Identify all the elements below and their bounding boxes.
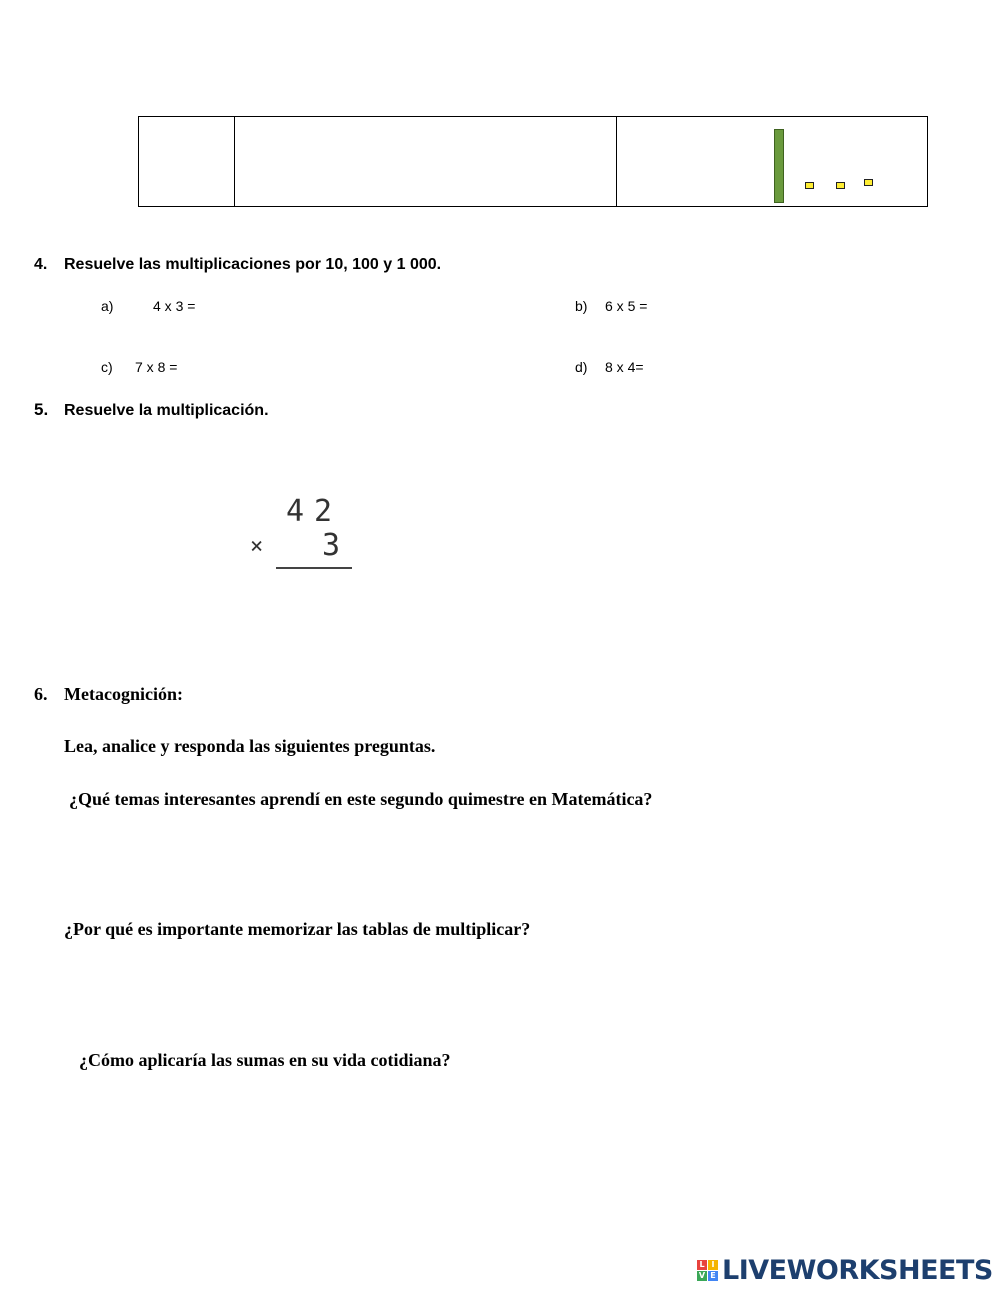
reflection-question-2: ¿Por qué es importante memorizar las tablas de multiplicar? (64, 919, 531, 939)
logo-letter: V (698, 1270, 706, 1280)
vertical-multiplication (246, 494, 358, 576)
exercise-d[interactable] (575, 359, 644, 375)
exercise-expression: 8 x 4= (605, 359, 644, 375)
table-divider (234, 117, 235, 206)
logo-mark (697, 1260, 718, 1281)
reflection-question-3: ¿Cómo aplicaría las sumas en su vida cotidiana? (79, 1050, 451, 1070)
logo-letter: I (708, 1260, 718, 1270)
question-5-heading (34, 400, 269, 420)
exercise-label: c) (101, 359, 113, 375)
question-6-heading (34, 684, 183, 705)
logo-wordmark: LIVEWORKSHEETS (722, 1254, 993, 1286)
ten-rod-block (774, 129, 784, 203)
result-line (276, 567, 352, 569)
exercise-expression: 6 x 5 = (605, 298, 648, 314)
question-title: Resuelve la multiplicación. (64, 402, 269, 419)
exercise-label: b) (575, 298, 588, 314)
base-ten-table (138, 116, 928, 207)
multiplicand: 42 (286, 494, 343, 529)
exercise-c[interactable] (101, 359, 177, 375)
question-number: 6. (34, 684, 48, 704)
exercise-a[interactable] (101, 298, 195, 314)
reflection-question-1: ¿Qué temas interesantes aprendí en este segundo quimestre en Matemática? (69, 789, 653, 809)
multiply-sign: × (250, 534, 264, 559)
question-4-heading (34, 256, 441, 274)
question-number: 5. (34, 400, 49, 419)
exercise-label: d) (575, 359, 588, 375)
exercise-b[interactable] (575, 298, 647, 314)
exercise-label: a) (101, 298, 114, 314)
exercise-expression: 4 x 3 = (153, 298, 196, 314)
multiplier: 3 (322, 528, 341, 563)
question-number: 4. (34, 256, 48, 273)
liveworksheets-logo (697, 1254, 993, 1286)
table-divider (616, 117, 617, 206)
unit-cube-block (836, 182, 845, 189)
unit-cube-block (805, 182, 814, 189)
exercise-expression: 7 x 8 = (135, 359, 178, 375)
logo-letter: E (708, 1271, 718, 1281)
unit-cube-block (864, 179, 873, 186)
logo-letter: L (697, 1260, 707, 1270)
question-title: Resuelve las multiplicaciones por 10, 100 y 1 000. (64, 256, 442, 273)
question-title: Metacognición: (64, 684, 183, 704)
instruction-text: Lea, analice y responda las siguientes preguntas. (64, 736, 436, 756)
